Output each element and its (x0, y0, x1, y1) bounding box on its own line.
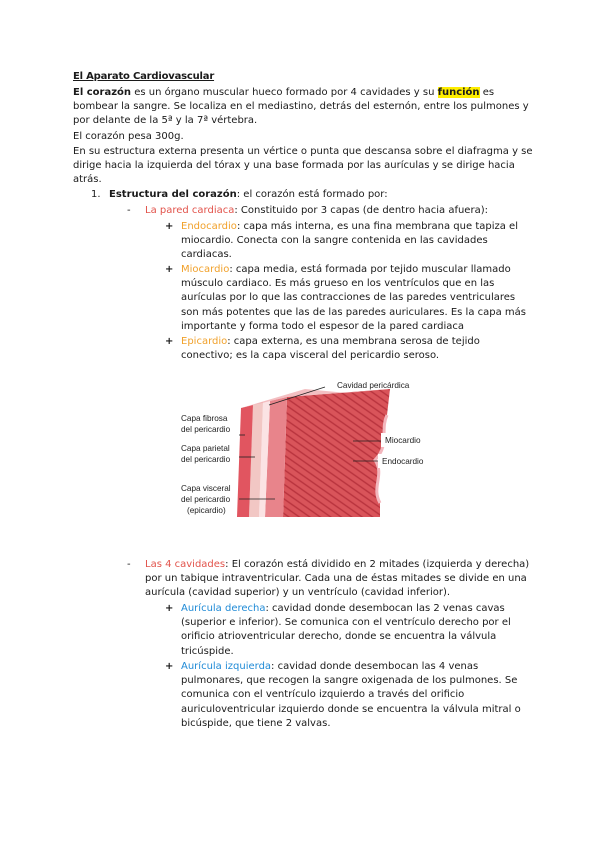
label-visceral-2: del pericardio (181, 495, 231, 504)
weight-line: El corazón pesa 300g. (73, 131, 184, 142)
layer-item-endocardio (181, 220, 531, 263)
cavity-bullet: + (165, 661, 174, 672)
layer-term: Epicardio (181, 336, 228, 347)
layer-bullet: + (165, 264, 174, 275)
layer-bullet: + (165, 221, 174, 232)
label-miocardio: Miocardio (385, 436, 421, 445)
document-title: El Aparato Cardiovascular (73, 71, 215, 82)
section-1-heading-bold: Estructura del corazón (109, 189, 237, 200)
intro-paragraph (73, 86, 535, 129)
section-1-heading-rest: : el corazón está formado por: (236, 189, 388, 200)
layer-item-epicardio (181, 335, 531, 363)
layer-bullet: + (165, 336, 174, 347)
intro-bold: El corazón (73, 87, 132, 98)
intro-text-2: es bombear la sangre. Se localiza en el mediastino, detrás del esternón, entre los pulmones y por delante de la 5ª y la 7ª vértebra. (73, 87, 529, 127)
pared-dash: - (127, 205, 131, 216)
cavidades-dash: - (127, 559, 131, 570)
cavity-text: : cavidad donde desembocan las 4 venas pulmonares, que recogen la sangre oxigenada de los pulmones. Se comunica con el ventrículo izquierdo a través del orificio auriculoventricular izquierdo donde se encuentra la válvula mitral o bicúspide, que tiene 2 valvas. (181, 661, 521, 729)
label-fibrosa-1: Capa fibrosa (181, 414, 228, 423)
auricula-izquierda-item (181, 660, 531, 731)
structure-paragraph: En su estructura externa presenta un vértice o punta que descansa sobre el diafragma y se dirige hacia la izquierda del tórax y una base formada por las aurículas y se dirige hacia atrás. (73, 146, 533, 186)
layer-text: : capa externa, es una membrana serosa de tejido conectivo; es la capa visceral del pericardio seroso. (181, 336, 480, 362)
cavity-term: Aurícula izquierda (181, 661, 272, 672)
pared-item (145, 204, 530, 218)
layer-term: Miocardio (181, 264, 230, 275)
label-fibrosa-2: del pericardio (181, 425, 231, 434)
layer-item-miocardio (181, 263, 531, 334)
cavidades-text: : El corazón está dividido en 2 mitades (izquierda y derecha) por un tabique intraventricular. Cada una de éstas mitades se divide en una aurícula (cavidad superior) y un ventrículo (cavidad inferior). (145, 559, 530, 599)
layer-term: Endocardio (181, 221, 237, 232)
intro-text-1: es un órgano muscular hueco formado por 4 cavidades y su (131, 87, 438, 98)
cavity-text: : cavidad donde desembocan las 2 venas cavas (superior e inferior). Se comunica con el ventrículo derecho por el orificio atrioventricular derecho, donde se encuentra la válvula tricúspide. (181, 603, 511, 657)
label-parietal-2: del pericardio (181, 455, 231, 464)
pared-term: La pared cardiaca (145, 205, 235, 216)
label-cavidad: Cavidad pericárdica (337, 381, 410, 390)
heart-wall-svg (175, 375, 445, 525)
pared-text: : Constituido por 3 capas (de dentro hacia afuera): (234, 205, 488, 216)
auricula-derecha-item (181, 602, 531, 659)
label-parietal-1: Capa parietal (181, 444, 230, 453)
cavity-term: Aurícula derecha (181, 603, 266, 614)
layer-text: : capa media, está formada por tejido muscular llamado músculo cardiaco. Es más grueso en los ventrículos que en las aurículas por lo que las contracciones de las paredes ventriculares son más potentes que las de las paredes auriculares. Es la capa más importante y forma todo el espesor de la pared cardiaca (181, 264, 526, 332)
highlighted-word: función (437, 87, 480, 98)
miocardio-shape (283, 389, 390, 517)
layer-text: : capa más interna, es una fina membrana que tapiza el miocardio. Conecta con la sangre contenida en las cavidades cardiacas. (181, 221, 518, 261)
label-visceral-3: (epicardio) (187, 506, 226, 515)
cavidades-item (145, 558, 530, 601)
cavity-bullet: + (165, 603, 174, 614)
heart-wall-diagram (175, 375, 445, 525)
section-1-number: 1. (91, 189, 101, 200)
label-visceral-1: Capa visceral (181, 484, 231, 493)
label-endocardio: Endocardio (382, 457, 424, 466)
cavidades-term: Las 4 cavidades (145, 559, 226, 570)
section-1-heading (109, 188, 494, 202)
